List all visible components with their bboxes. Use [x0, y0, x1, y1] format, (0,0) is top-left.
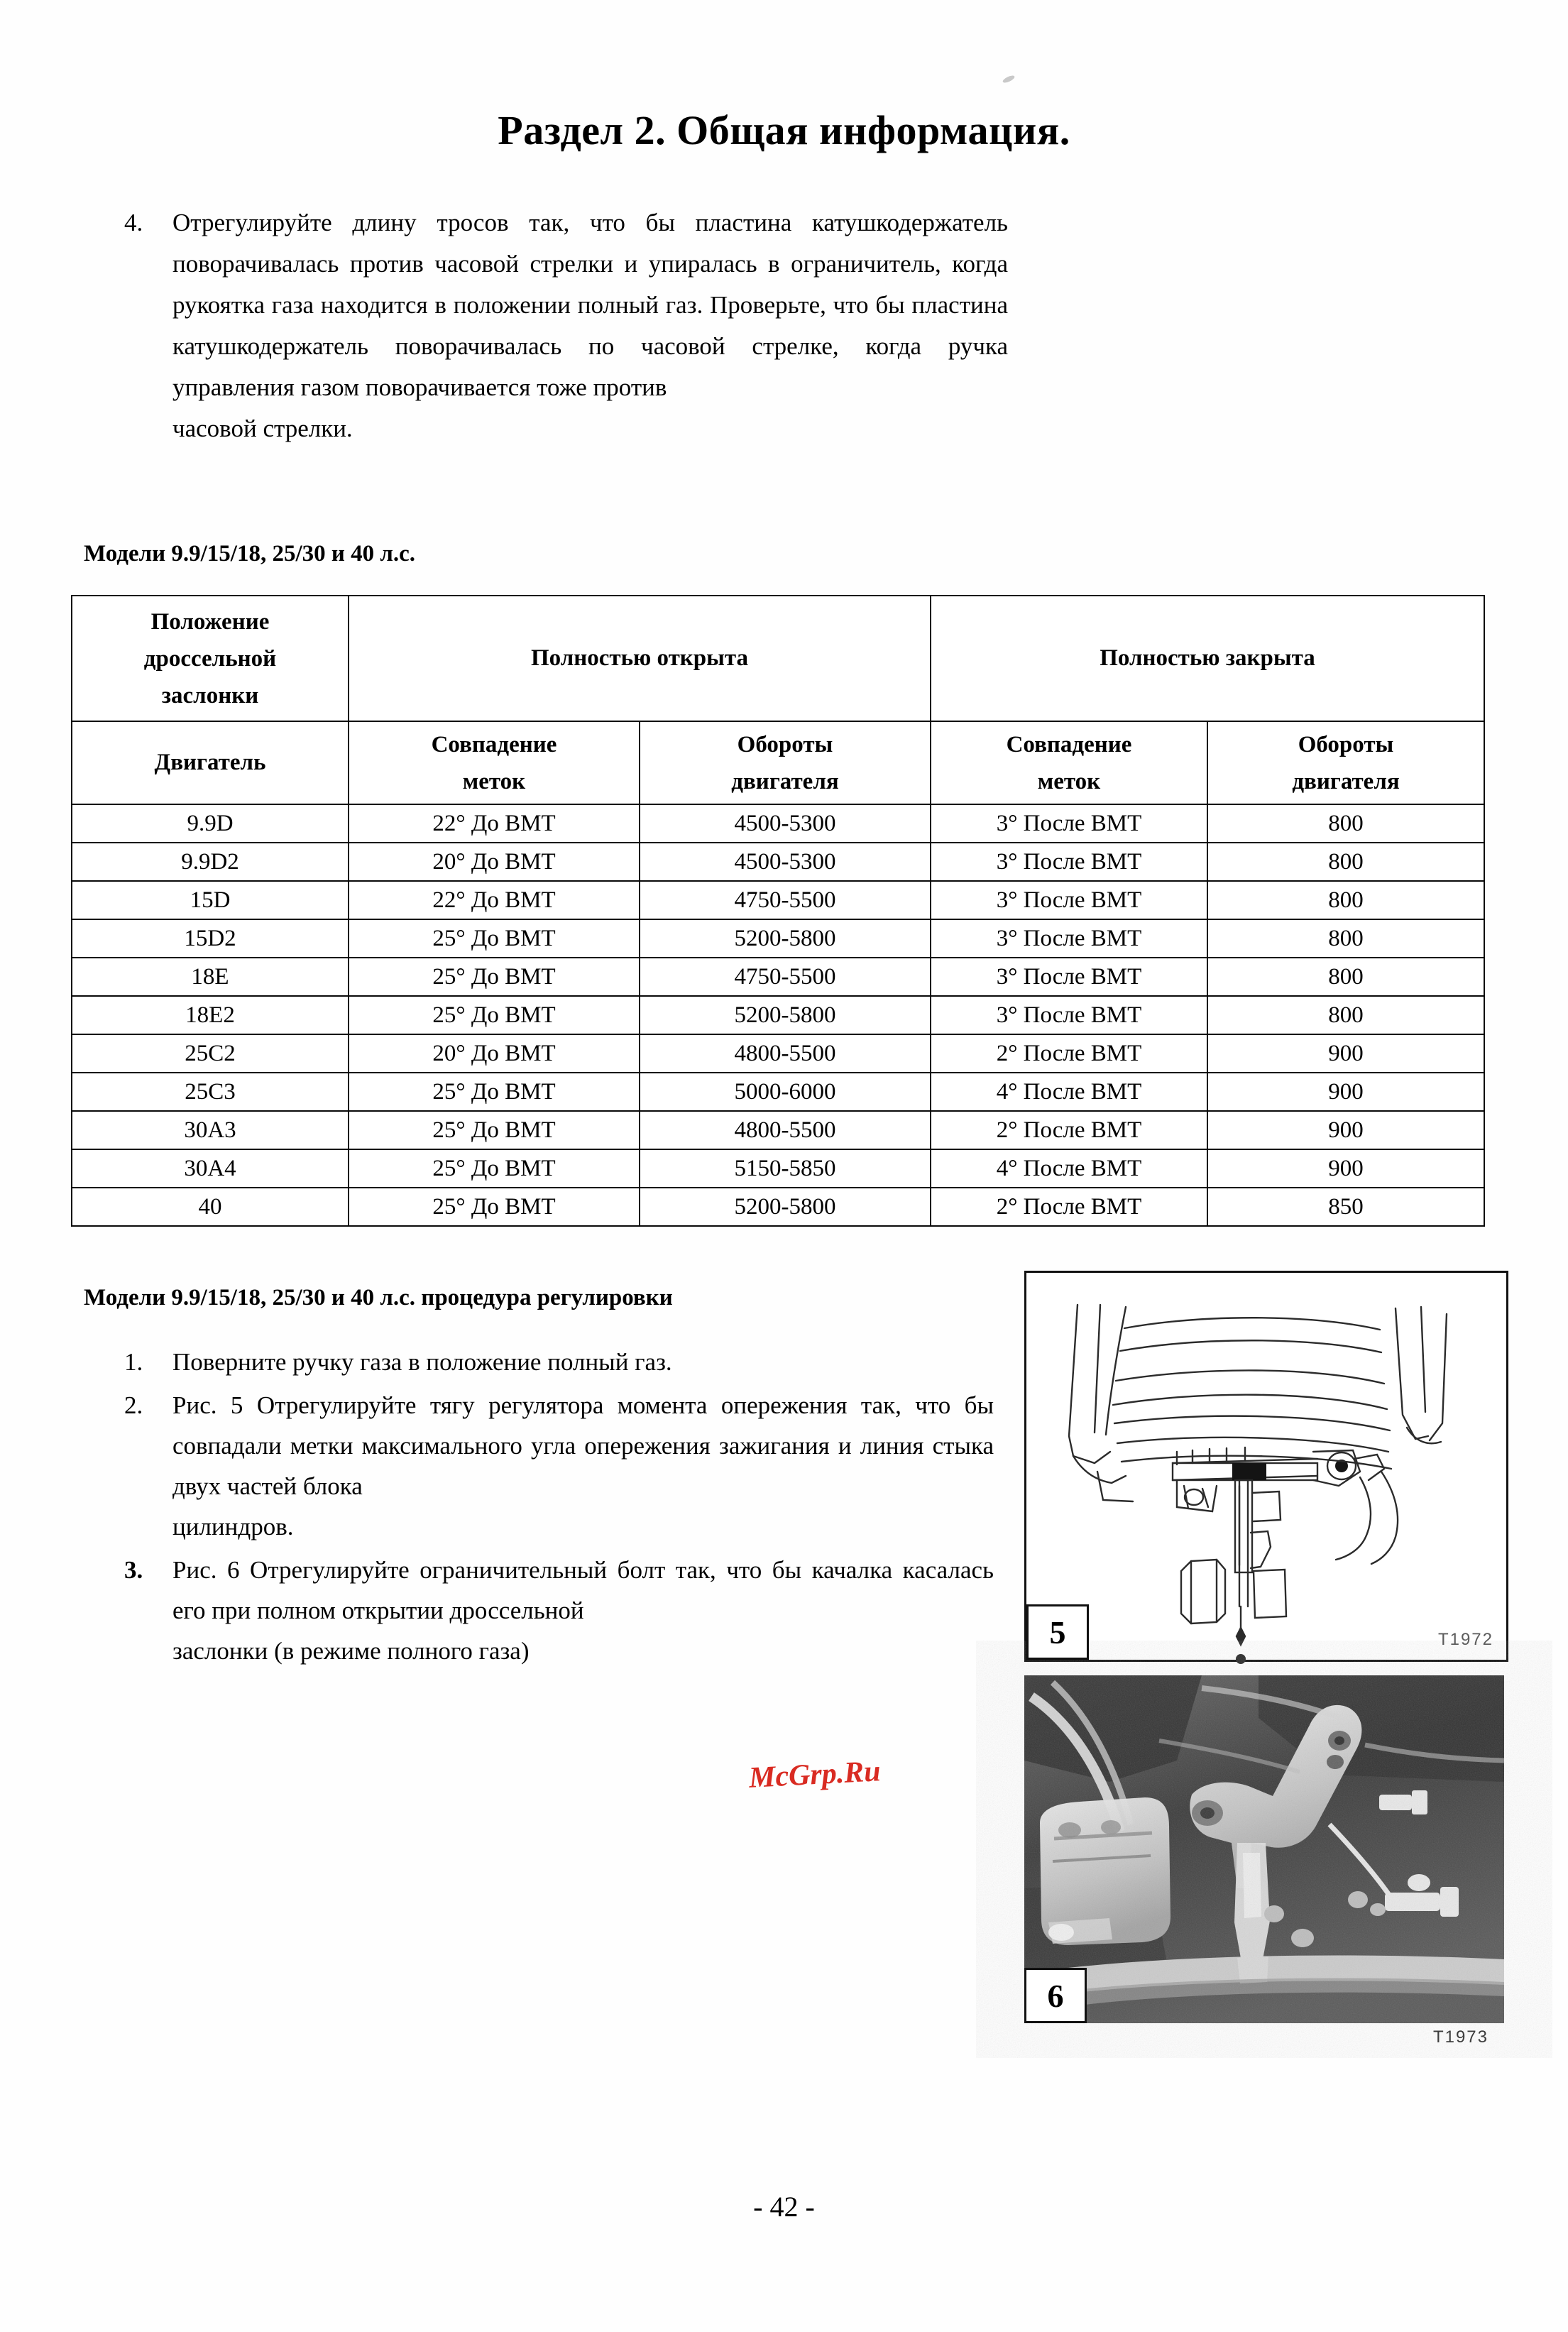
cell-engine: 9.9D — [72, 804, 349, 843]
intro-paragraph-text — [172, 202, 1008, 449]
procedure-item-text — [172, 1385, 994, 1547]
intro-paragraph — [124, 202, 1008, 449]
page-title: Раздел 2. Общая информация. — [498, 107, 1070, 153]
cell-open-marks: 25° До ВМТ — [349, 958, 640, 996]
table-row — [72, 1073, 1484, 1111]
cell-open-marks: 25° До ВМТ — [349, 1188, 640, 1226]
header-closed-rpm — [1207, 721, 1484, 804]
figure-5-line-drawing — [1026, 1273, 1506, 1660]
cell-engine: 18E — [72, 958, 349, 996]
figure-5 — [1024, 1271, 1508, 1662]
figure-5-number-badge — [1026, 1604, 1089, 1660]
table-sub-header-row — [72, 721, 1484, 804]
table-row — [72, 996, 1484, 1034]
header-throttle-position-l1: Положение — [150, 608, 270, 635]
procedure-item-number: 3. — [124, 1556, 143, 1584]
site-watermark: McGrp.Ru — [747, 1755, 882, 1795]
figure-5-number: 5 — [1049, 1614, 1066, 1651]
cell-closed-marks: 2° После ВМТ — [931, 1111, 1207, 1149]
intro-body: Отрегулируйте длину тросов так, что бы пластина катушкодержатель поворачивалась против часовой стрелки и упиралась в ограничитель, когда рукоятка газа находится в положении полный газ. Проверьте, что бы пластина катушкодержатель поворачивалась по часовой стрелке, когда ручка управления газом поворачивается тоже против — [172, 209, 1008, 401]
table-row — [72, 1188, 1484, 1226]
procedure-item — [124, 1385, 994, 1547]
cell-open-rpm: 5000-6000 — [640, 1073, 931, 1111]
procedure-item-last-line: цилиндров. — [172, 1513, 294, 1540]
cell-closed-marks: 3° После ВМТ — [931, 881, 1207, 919]
procedure-item-text — [172, 1550, 994, 1671]
intro-body-last-line: часовой стрелки. — [172, 415, 353, 442]
cell-open-rpm: 4750-5500 — [640, 881, 931, 919]
cell-closed-rpm: 800 — [1207, 919, 1484, 958]
cell-engine: 25C2 — [72, 1034, 349, 1073]
header-open-marks — [349, 721, 640, 804]
table-row — [72, 804, 1484, 843]
header-closed-marks-l2: меток — [1037, 768, 1101, 794]
cell-closed-marks: 3° После ВМТ — [931, 996, 1207, 1034]
cell-open-rpm: 5200-5800 — [640, 996, 931, 1034]
cell-closed-rpm: 900 — [1207, 1111, 1484, 1149]
procedure-item-last-line: заслонки (в режиме полного газа) — [172, 1637, 530, 1665]
cell-open-rpm: 5200-5800 — [640, 1188, 931, 1226]
header-open-rpm-l1: Обороты — [737, 731, 833, 757]
cell-open-rpm: 4500-5300 — [640, 804, 931, 843]
procedure-item-text — [172, 1342, 994, 1382]
cell-open-marks: 20° До ВМТ — [349, 1034, 640, 1073]
cell-open-rpm: 4750-5500 — [640, 958, 931, 996]
cell-open-rpm: 4800-5500 — [640, 1034, 931, 1073]
cell-closed-marks: 4° После ВМТ — [931, 1073, 1207, 1111]
procedure-item-number: 1. — [124, 1348, 143, 1376]
procedure-item-body: Рис. 5 Отрегулируйте тягу регулятора момента опережения так, что бы совпадали метки максимального угла опережения зажигания и линия стыка двух частей блока — [172, 1391, 994, 1500]
spec-table-caption: Модели 9.9/15/18, 25/30 и 40 л.с. — [84, 541, 416, 566]
table-row — [72, 1111, 1484, 1149]
cell-closed-rpm: 800 — [1207, 996, 1484, 1034]
figure-5-code: T1972 — [1437, 1630, 1493, 1649]
cell-closed-rpm: 900 — [1207, 1034, 1484, 1073]
cell-open-rpm: 5150-5850 — [640, 1149, 931, 1188]
cell-closed-rpm: 800 — [1207, 804, 1484, 843]
header-fully-closed: Полностью закрыта — [931, 596, 1484, 721]
cell-closed-rpm: 900 — [1207, 1149, 1484, 1188]
table-row — [72, 958, 1484, 996]
procedure-item — [124, 1342, 994, 1382]
cell-engine: 9.9D2 — [72, 843, 349, 881]
cell-closed-rpm: 850 — [1207, 1188, 1484, 1226]
cell-closed-rpm: 900 — [1207, 1073, 1484, 1111]
cell-open-rpm: 4500-5300 — [640, 843, 931, 881]
header-fully-open: Полностью открыта — [349, 596, 931, 721]
cell-open-rpm: 5200-5800 — [640, 919, 931, 958]
table-row — [72, 881, 1484, 919]
cell-engine: 25C3 — [72, 1073, 349, 1111]
figure-6-number-badge — [1024, 1968, 1087, 2023]
cell-open-marks: 25° До ВМТ — [349, 1073, 640, 1111]
header-open-marks-l1: Совпадение — [431, 731, 557, 757]
cell-closed-marks: 3° После ВМТ — [931, 919, 1207, 958]
header-closed-marks-l1: Совпадение — [1006, 731, 1132, 757]
ignition-timing-table — [71, 595, 1485, 1227]
table-row — [72, 843, 1484, 881]
cell-open-marks: 22° До ВМТ — [349, 881, 640, 919]
intro-list-number: 4. — [124, 209, 143, 236]
figure-6-photograph — [1024, 1675, 1504, 2023]
figure-6-code: T1973 — [1432, 2027, 1488, 2047]
header-throttle-position-l3: заслонки — [161, 682, 259, 708]
cell-engine: 40 — [72, 1188, 349, 1226]
cell-open-marks: 20° До ВМТ — [349, 843, 640, 881]
header-closed-rpm-l1: Обороты — [1298, 731, 1394, 757]
header-open-marks-l2: меток — [462, 768, 526, 794]
cell-open-marks: 25° До ВМТ — [349, 1149, 640, 1188]
header-throttle-position — [72, 596, 349, 721]
cell-closed-rpm: 800 — [1207, 881, 1484, 919]
procedure-item-body: Рис. 6 Отрегулируйте ограничительный болт так, что бы качалка касалась его при полном открытии дроссельной — [172, 1556, 994, 1624]
procedure-item — [124, 1550, 994, 1671]
cell-closed-rpm: 800 — [1207, 843, 1484, 881]
table-row — [72, 919, 1484, 958]
figure-6-number: 6 — [1047, 1977, 1064, 2014]
procedure-item-body: Поверните ручку газа в положение полный газ. — [172, 1348, 672, 1376]
header-engine: Двигатель — [72, 721, 349, 804]
cell-closed-marks: 4° После ВМТ — [931, 1149, 1207, 1188]
table-row — [72, 1149, 1484, 1188]
header-open-rpm — [640, 721, 931, 804]
table-group-header-row — [72, 596, 1484, 721]
page-number: - 42 - — [753, 2191, 815, 2223]
procedure-caption: Модели 9.9/15/18, 25/30 и 40 л.с. процедура регулировки — [84, 1285, 673, 1310]
cell-open-marks: 25° До ВМТ — [349, 996, 640, 1034]
cell-open-marks: 22° До ВМТ — [349, 804, 640, 843]
cell-engine: 30A3 — [72, 1111, 349, 1149]
cell-engine: 18E2 — [72, 996, 349, 1034]
cell-closed-marks: 3° После ВМТ — [931, 843, 1207, 881]
scan-artifact-speck — [1002, 75, 1015, 84]
cell-engine: 15D — [72, 881, 349, 919]
header-closed-marks — [931, 721, 1207, 804]
table-row — [72, 1034, 1484, 1073]
cell-closed-marks: 2° После ВМТ — [931, 1034, 1207, 1073]
header-open-rpm-l2: двигателя — [731, 768, 839, 794]
procedure-item-number: 2. — [124, 1391, 143, 1419]
cell-closed-marks: 2° После ВМТ — [931, 1188, 1207, 1226]
header-throttle-position-l2: дроссельной — [143, 645, 277, 672]
cell-engine: 30A4 — [72, 1149, 349, 1188]
procedure-list — [124, 1342, 994, 1674]
cell-closed-marks: 3° После ВМТ — [931, 958, 1207, 996]
cell-open-marks: 25° До ВМТ — [349, 919, 640, 958]
cell-open-marks: 25° До ВМТ — [349, 1111, 640, 1149]
cell-closed-marks: 3° После ВМТ — [931, 804, 1207, 843]
cell-closed-rpm: 800 — [1207, 958, 1484, 996]
cell-engine: 15D2 — [72, 919, 349, 958]
cell-open-rpm: 4800-5500 — [640, 1111, 931, 1149]
figure-6 — [1024, 1675, 1504, 2047]
header-closed-rpm-l2: двигателя — [1292, 768, 1400, 794]
